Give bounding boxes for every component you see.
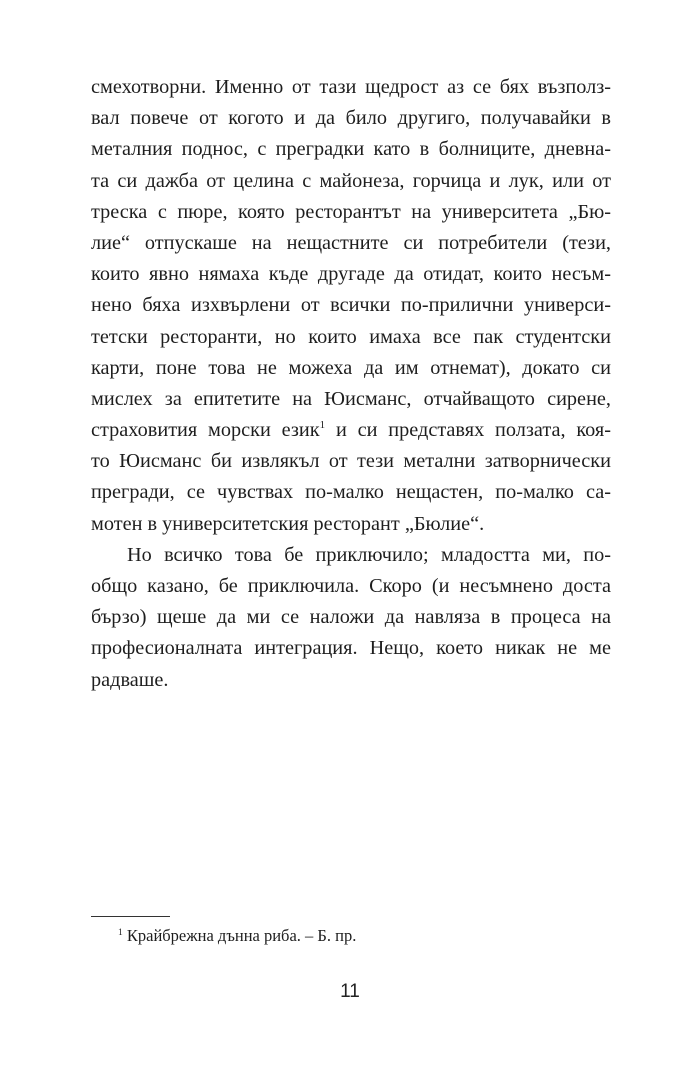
text-line: треска с пюре, която ресторантът на университета „Бю- (91, 200, 611, 223)
text-line: карти, поне това не можеха да им отнемат), докато си (91, 356, 611, 379)
text-segment: страховития морски език (91, 419, 320, 442)
footnote-text: Крайбрежна дънна риба. – Б. пр. (126, 926, 357, 945)
text-line: радваше. (91, 668, 169, 691)
text-line: прегради, се чувствах по-малко нещастен, по-малко са- (91, 481, 611, 504)
footnote-reference[interactable]: 1 (319, 419, 326, 432)
text-line: мотен в университетския ресторант „Бюлие“. (91, 512, 485, 535)
body-text (91, 72, 611, 696)
text-line: бързо) щеше да ми се наложи да навляза в процеса на (91, 606, 611, 629)
text-line: нено бяха изхвърлени от всички по-прилични универси- (91, 294, 611, 317)
text-line: смехотворни. Именно от тази щедрост аз се бях възполз- (91, 76, 611, 98)
text-line: та си дажба от целина с майонеза, горчица и лук, или от (91, 169, 611, 192)
text-line: професионалната интеграция. Нещо, което никак не ме (91, 637, 611, 660)
text-line-with-footnote (91, 415, 611, 446)
footnote-marker: 1 (118, 928, 123, 938)
text-line: Но всичко това бе приключило; младостта ми, по- (127, 543, 611, 566)
text-line: общо казано, бе приключила. Скоро (и несъмнено доста (91, 575, 611, 597)
paragraph-2 (91, 540, 611, 696)
text-line: то Юисманс би извлякъл от тези метални затворнически (91, 450, 611, 473)
footnote (118, 926, 356, 946)
text-line: мислех за епитетите на Юисманс, отчайващото сирене, (91, 387, 611, 410)
paragraph-1 (91, 72, 611, 540)
text-segment: и си представях ползата, коя- (335, 419, 611, 442)
text-line: които явно нямаха къде другаде да отидат, които несъм- (91, 263, 611, 286)
text-line: тетски ресторанти, но които имаха все пак студентски (91, 325, 611, 348)
footnote-divider (91, 916, 170, 917)
text-line: металния поднос, с преградки като в болниците, дневна- (91, 138, 611, 161)
text-line: лие“ отпускаше на нещастните си потребители (тези, (91, 231, 611, 254)
page-number: 11 (340, 981, 360, 1002)
text-line: вал повече от когото и да било другиго, получавайки в (91, 107, 611, 130)
